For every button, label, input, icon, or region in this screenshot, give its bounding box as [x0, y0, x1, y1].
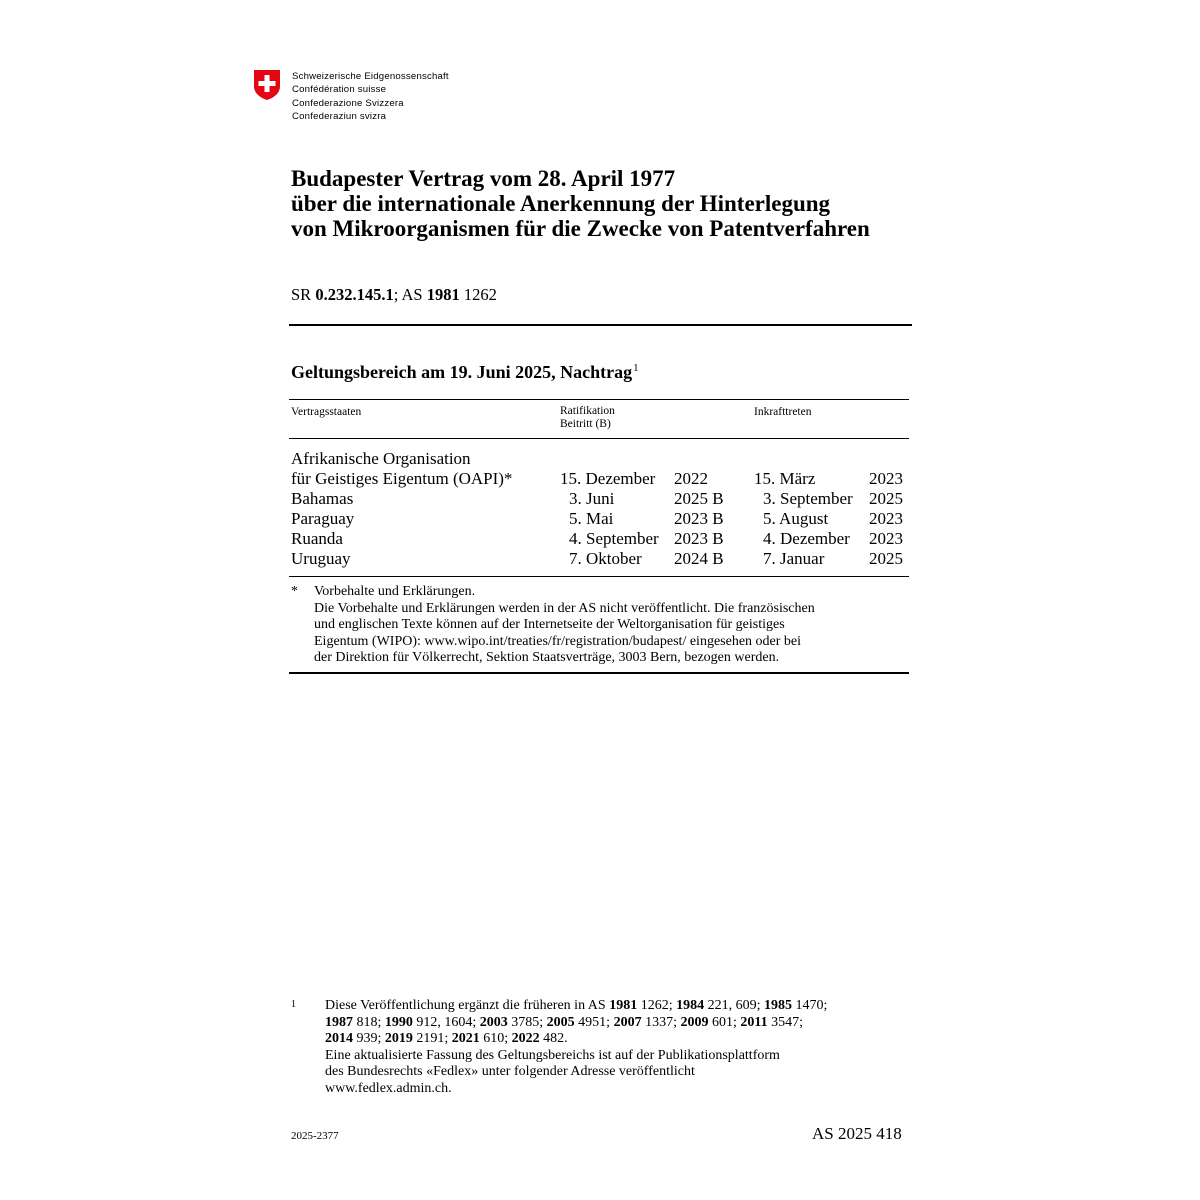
citation-pages: 1262	[640, 998, 669, 1013]
footnote-line: Diese Veröffentlichung ergänzt die früheren in AS 1981 1262; 1984 221, 609; 1985 1470;	[325, 998, 828, 1013]
title-line: Budapester Vertrag vom 28. April 1977	[291, 166, 676, 191]
column-header-entry-into-force: Inkrafttreten	[754, 406, 812, 418]
citation-year: 2014	[325, 1031, 353, 1046]
cell-ratification-date: 4. September	[569, 529, 659, 548]
document-number: 2025-2377	[291, 1130, 339, 1142]
cell-state: für Geistiges Eigentum (OAPI)*	[291, 469, 513, 488]
title-line: über die internationale Anerkennung der Hinterlegung	[291, 191, 831, 216]
confederation-name-it: Confederazione Svizzera	[292, 97, 404, 109]
footnote-line: Eigentum (WIPO): www.wipo.int/treaties/fr/registration/budapest/ eingesehen oder bei	[314, 633, 802, 649]
cell-ratification-year: 2022	[674, 469, 708, 488]
cell-ratification-year: 2023 B	[674, 529, 724, 548]
footnote-intro: Diese Veröffentlichung ergänzt die früheren in AS	[325, 998, 606, 1013]
citation-pages: 4951	[578, 1014, 607, 1030]
as-year: 1981	[426, 285, 460, 304]
sr-prefix: SR	[291, 285, 312, 304]
sr-number: 0.232.145.1	[315, 285, 394, 304]
cell-entry-date: 3. September	[763, 489, 853, 508]
confederation-names	[292, 70, 449, 124]
section-heading-text: Geltungsbereich am 19. Juni 2025, Nachtrag	[291, 362, 633, 382]
footnote-line: der Direktion für Völkerrecht, Sektion Staatsverträge, 3003 Bern, bezogen werden.	[314, 650, 780, 665]
citation-pages: 1470	[795, 998, 824, 1013]
citation-year: 2009	[680, 1014, 709, 1030]
citation-year: 2003	[479, 1014, 508, 1030]
footnote-line: Die Vorbehalte und Erklärungen werden in der AS nicht veröffentlicht. Die französischen	[314, 600, 815, 616]
citation-pages: 601	[711, 1014, 733, 1030]
citation-pages: 610	[483, 1031, 505, 1046]
confederation-name-rm: Confederaziun svizra	[292, 111, 387, 123]
footnote-line: Eine aktualisierte Fassung des Geltungsbereichs ist auf der Publikationsplattform	[325, 1047, 780, 1063]
citation-pages: 912, 1604	[416, 1014, 473, 1030]
citation-year: 2007	[613, 1014, 642, 1030]
cell-ratification-year: 2024 B	[674, 549, 724, 568]
citation-year: 2022	[511, 1031, 540, 1046]
confederation-name-fr: Confédération suisse	[292, 84, 387, 96]
citation-year: 1985	[763, 998, 792, 1013]
table-rule	[289, 576, 909, 577]
cell-state: Ruanda	[291, 529, 343, 548]
cell-ratification-date: 15. Dezember	[560, 469, 656, 488]
cell-ratification-date: 7. Oktober	[569, 549, 642, 568]
document-title	[291, 166, 870, 241]
cell-ratification-date: 3. Juni	[569, 489, 615, 508]
confederation-name-de: Schweizerische Eidgenossenschaft	[292, 71, 449, 82]
cell-state: Paraguay	[291, 509, 355, 528]
footnote-1-text	[325, 998, 925, 1097]
cell-state: Afrikanische Organisation	[291, 449, 471, 468]
cell-entry-year: 2025	[869, 549, 903, 568]
citation-pages: 939	[356, 1031, 378, 1046]
citation-year: 2005	[546, 1014, 575, 1030]
citation-year: 1987	[325, 1014, 353, 1030]
as-page: 1262	[463, 285, 497, 304]
footnote-line: 1987 818; 1990 912, 1604; 2003 3785; 2005 4951; 2007 1337; 2009 601; 2011 3547;	[325, 1014, 803, 1030]
citation-year: 1984	[676, 998, 705, 1013]
citation-year: 2021	[451, 1031, 480, 1046]
column-header-ratification	[560, 405, 615, 431]
sr-reference	[291, 285, 497, 305]
column-header-states: Vertragsstaaten	[291, 406, 362, 418]
footnote-line: Vorbehalte und Erklärungen.	[314, 584, 476, 599]
citation-pages: 3785	[511, 1014, 540, 1030]
cell-entry-year: 2023	[869, 469, 903, 488]
citation-year: 2019	[384, 1031, 413, 1046]
swiss-cross-icon	[253, 69, 281, 101]
citation-year: 2011	[740, 1014, 768, 1030]
citation-year: 1990	[384, 1014, 413, 1030]
divider	[289, 324, 912, 326]
footnote-ref-link[interactable]: 1	[633, 362, 639, 374]
column-header-ratification-line1: Ratifikation	[560, 405, 615, 417]
citation-pages: 818	[356, 1014, 378, 1030]
footnote-line: und englischen Texte können auf der Internetseite der Weltorganisation für geistiges	[314, 617, 785, 632]
citation-pages: 482	[543, 1031, 565, 1046]
cell-ratification-year: 2023 B	[674, 509, 724, 528]
title-line: von Mikroorganismen für die Zwecke von Patentverfahren	[291, 216, 870, 241]
footnote-line: des Bundesrechts «Fedlex» unter folgender Adresse veröffentlicht	[325, 1064, 695, 1079]
cell-state: Bahamas	[291, 489, 354, 508]
table-rule	[289, 399, 909, 400]
section-heading	[291, 362, 639, 383]
cell-entry-date: 15. März	[754, 469, 816, 488]
footnote-star-text	[314, 584, 904, 667]
table-bottom-rule	[289, 672, 909, 674]
cell-entry-year: 2023	[869, 509, 903, 528]
footnote-star-mark: *	[291, 584, 298, 599]
cell-ratification-date: 5. Mai	[569, 509, 614, 528]
cell-entry-year: 2025	[869, 489, 903, 508]
cell-entry-date: 5. August	[763, 509, 829, 528]
as-prefix: AS	[401, 285, 423, 304]
fedlex-link[interactable]: www.fedlex.admin.ch.	[325, 1080, 452, 1096]
footnote-1-mark: 1	[291, 999, 296, 1010]
citation-pages: 221, 609	[707, 998, 757, 1013]
table-rule	[289, 438, 909, 439]
as-reference: AS 2025 418	[812, 1124, 902, 1143]
citation-pages: 3547	[771, 1014, 800, 1030]
footnote-line: 2014 939; 2019 2191; 2021 610; 2022 482.	[325, 1031, 568, 1046]
cell-entry-year: 2023	[869, 529, 903, 548]
citation-year: 1981	[609, 998, 638, 1013]
cell-entry-date: 4. Dezember	[763, 529, 850, 548]
column-header-ratification-line2: Beitritt (B)	[560, 418, 611, 430]
citation-pages: 2191	[416, 1031, 445, 1046]
sr-separator: ;	[393, 285, 399, 304]
cell-state: Uruguay	[291, 549, 351, 568]
cell-entry-date: 7. Januar	[763, 549, 825, 568]
cell-ratification-year: 2025 B	[674, 489, 724, 508]
citation-pages: 1337	[645, 1014, 674, 1030]
